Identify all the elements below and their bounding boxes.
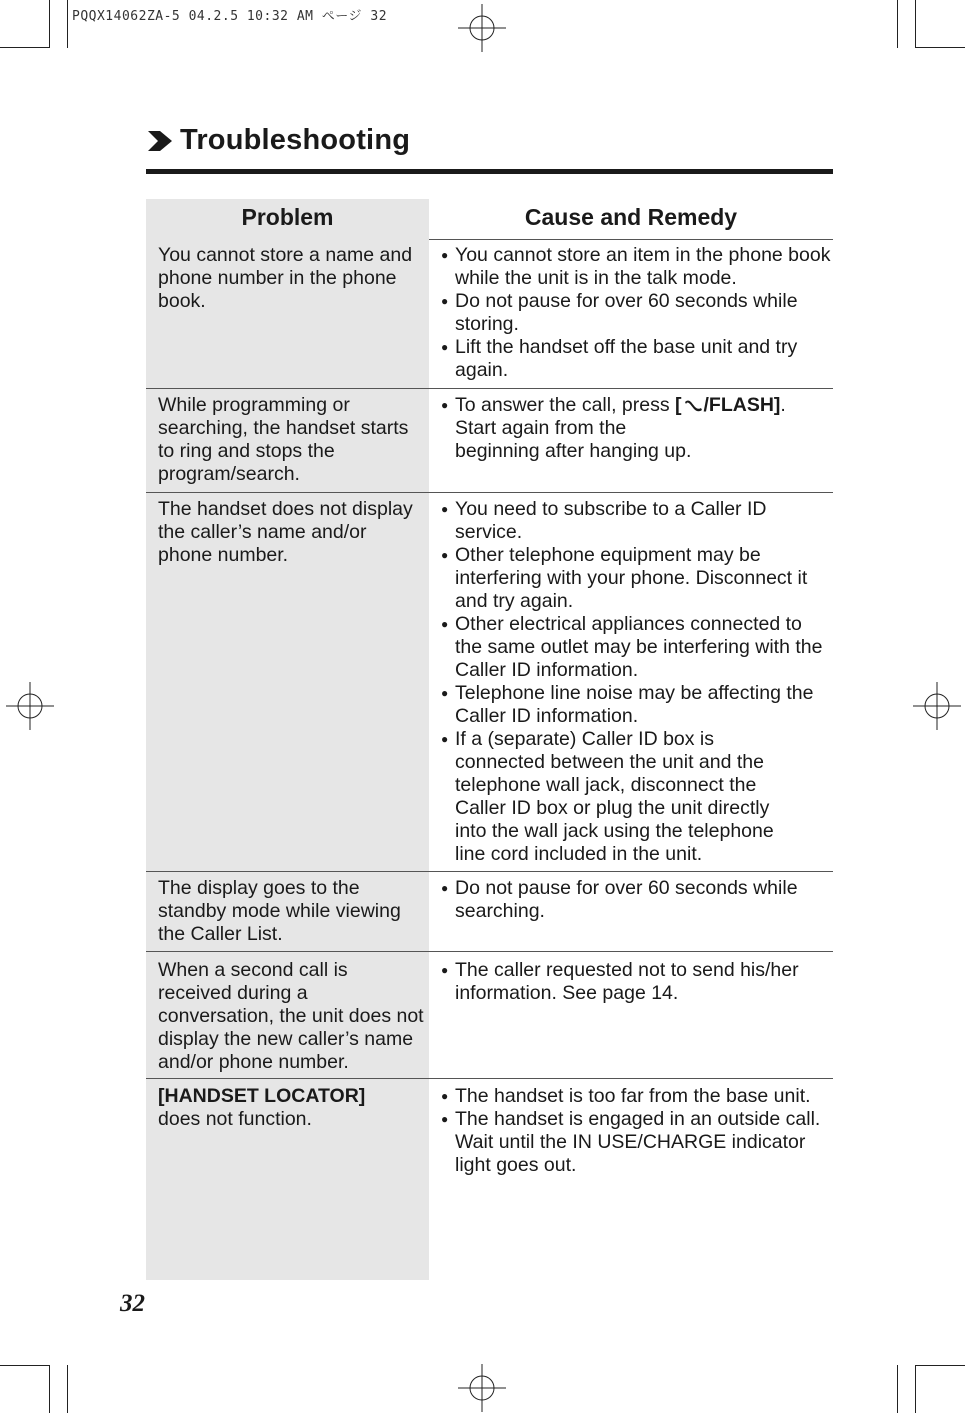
cause-item: ● You cannot store an item in the phone book while the unit is in the talk mode. xyxy=(441,244,833,290)
header-problem: Problem xyxy=(241,204,334,230)
cause-item: ● If a (separate) Caller ID box is connected between the unit and the telephone wall jack, disconnect the Caller ID box or plug the unit directly into the wall jack using the telephone line cord included in the unit. xyxy=(441,728,833,866)
cause-cell xyxy=(441,244,833,382)
crop-mark xyxy=(915,1365,916,1413)
crop-mark xyxy=(915,47,965,48)
crop-mark xyxy=(67,1365,68,1413)
registration-mark-icon xyxy=(458,4,506,52)
crop-mark xyxy=(0,1365,50,1366)
problem-cell xyxy=(158,1085,426,1131)
cause-cell xyxy=(441,877,833,923)
crop-mark xyxy=(915,1365,965,1366)
header-cause: Cause and Remedy xyxy=(524,204,738,230)
key-label: /FLASH] xyxy=(703,394,781,416)
cause-text: To answer the call, press xyxy=(455,394,676,416)
problem-cell: While programming or searching, the handset starts to ring and stops the program/search. xyxy=(158,394,409,485)
cause-item: ● You need to subscribe to a Caller ID service. xyxy=(441,498,833,544)
page-number: 32 xyxy=(120,1290,145,1317)
row-divider xyxy=(146,1078,833,1079)
cause-item: ● Other telephone equipment may be interfering with your phone. Disconnect it and try again. xyxy=(441,544,833,613)
cause-continuation: beginning after hanging up. xyxy=(455,440,692,462)
cause-cell xyxy=(441,498,833,866)
cause-item: ● Do not pause for over 60 seconds while searching. xyxy=(441,877,833,923)
problem-cell: When a second call is received during a conversation, the unit does not display the new caller’s name and/or phone number. xyxy=(158,959,424,1073)
row-divider xyxy=(146,871,833,872)
arrow-right-icon xyxy=(146,127,174,155)
cause-item: ● Other electrical appliances connected to the same outlet may be interfering with the Caller ID information. xyxy=(441,613,833,682)
crop-mark xyxy=(915,0,916,48)
cause-item: ● The handset is engaged in an outside call. Wait until the IN USE/CHARGE indicator light goes out. xyxy=(441,1108,833,1177)
crop-mark xyxy=(897,1365,898,1413)
crop-mark xyxy=(67,0,68,48)
flash-key xyxy=(675,394,780,416)
crop-mark xyxy=(0,47,50,48)
section-header xyxy=(146,124,410,157)
key-bracket: [ xyxy=(675,394,682,416)
row-divider xyxy=(146,951,833,952)
cause-text: . xyxy=(780,394,786,416)
page-title: Troubleshooting xyxy=(180,124,411,156)
problem-cell: The display goes to the standby mode while viewing the Caller List. xyxy=(158,877,401,945)
registration-mark-icon xyxy=(458,1364,506,1412)
cause-item: ● The handset is too far from the base unit. xyxy=(441,1085,833,1108)
cause-item: ● Telephone line noise may be affecting the Caller ID information. xyxy=(441,682,833,728)
crop-mark xyxy=(49,0,50,48)
problem-cell: You cannot store a name and phone number in the phone book. xyxy=(158,244,413,312)
cause-item xyxy=(441,394,833,417)
row-divider xyxy=(146,388,833,389)
title-rule xyxy=(146,169,833,174)
phone-handset-icon xyxy=(682,398,704,412)
print-slug: PQQX14062ZA-5 04.2.5 10:32 AM ページ 32 xyxy=(72,9,388,24)
registration-mark-icon xyxy=(6,682,54,730)
registration-mark-icon xyxy=(913,682,961,730)
cause-item: ● Do not pause for over 60 seconds while storing. xyxy=(441,290,833,336)
crop-mark xyxy=(49,1365,50,1413)
header-divider xyxy=(429,239,833,240)
cause-item: ● The caller requested not to send his/her information. See page 14. xyxy=(441,959,833,1005)
row-divider xyxy=(146,492,833,493)
cause-cell xyxy=(441,959,833,1005)
cause-cell xyxy=(441,394,833,463)
cause-continuation: Start again from the xyxy=(455,417,627,439)
problem-cell: The handset does not display the caller’s name and/or phone number. xyxy=(158,498,413,566)
handset-locator-key: [HANDSET LOCATOR] xyxy=(158,1085,366,1107)
cause-item: ● Lift the handset off the base unit and try again. xyxy=(441,336,833,382)
problem-text: does not function. xyxy=(158,1108,312,1130)
cause-cell xyxy=(441,1085,833,1177)
crop-mark xyxy=(897,0,898,48)
